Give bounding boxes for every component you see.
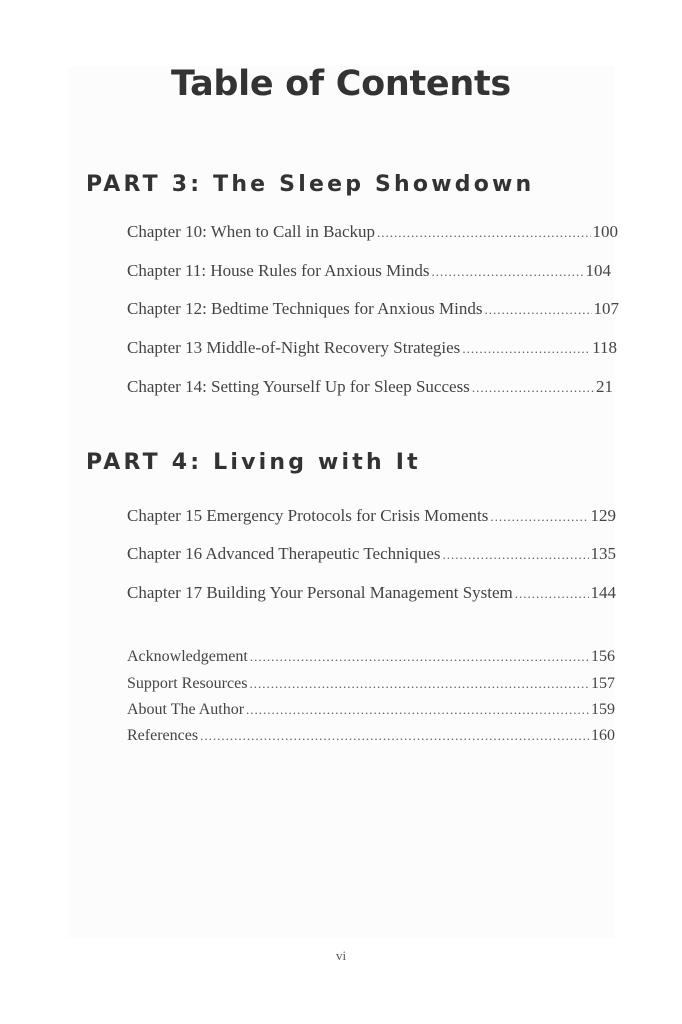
dot-leader [443,547,589,563]
toc-entry-page-number: 118 [592,338,617,357]
toc-entry-page-number: 159 [591,701,615,718]
toc-entry-page-number: 104 [585,261,611,280]
toc-entry-page-number: 21 [596,377,613,396]
toc-entry-label: Chapter 15 Emergency Protocols for Crisis Moments [127,506,489,525]
toc-entry-page-number: 144 [590,583,616,602]
dot-leader [200,728,589,744]
toc-entry-chapter-15[interactable] [127,506,616,526]
toc-entry-label: Chapter 12: Bedtime Techniques for Anxious Minds [127,299,483,318]
footer-page-number: vi [335,948,347,963]
toc-entry-page-number: 100 [592,222,618,241]
dot-leader [484,302,591,318]
toc-entry-label: Support Resources [127,675,248,692]
toc-entry-label: References [127,727,199,744]
part-3-heading: PART 3: The Sleep Showdown [86,172,535,197]
dot-leader [472,380,594,396]
dot-leader [490,509,588,525]
toc-entry-chapter-14[interactable] [127,377,613,397]
toc-entry-label: Chapter 16 Advanced Therapeutic Techniques [127,544,441,563]
toc-entry-label: Acknowledgement [127,648,248,665]
toc-entry-acknowledgement[interactable] [127,648,615,666]
toc-entry-support-resources[interactable] [127,675,615,693]
toc-entry-chapter-12[interactable] [127,299,619,319]
toc-entry-chapter-11[interactable] [127,261,611,281]
toc-entry-page-number: 135 [590,544,616,563]
toc-entry-chapter-16[interactable] [127,544,616,564]
dot-leader [249,676,589,692]
toc-entry-page-number: 107 [593,299,619,318]
toc-entry-label: Chapter 13 Middle-of-Night Recovery Strategies [127,338,461,357]
toc-entry-page-number: 157 [591,675,615,692]
toc-entry-page-number: 156 [591,648,615,665]
part-4-heading: PART 4: Living with It [86,450,421,475]
toc-entry-page-number: 129 [590,506,616,525]
page-title: Table of Contents [171,64,511,104]
toc-entry-about-the-author[interactable] [127,701,615,719]
toc-entry-chapter-10[interactable] [127,222,618,242]
toc-entry-page-number: 160 [591,727,615,744]
toc-entry-chapter-13[interactable] [127,338,617,358]
toc-entry-label: Chapter 10: When to Call in Backup [127,222,376,241]
toc-entry-label: Chapter 17 Building Your Personal Management System [127,583,513,602]
toc-entry-label: Chapter 11: House Rules for Anxious Minds [127,261,430,280]
dot-leader [377,225,590,241]
dot-leader [515,586,589,602]
dot-leader [246,702,589,718]
toc-entry-chapter-17[interactable] [127,583,616,603]
dot-leader [432,264,584,280]
toc-entry-references[interactable] [127,727,615,745]
dot-leader [462,341,590,357]
toc-entry-label: Chapter 14: Setting Yourself Up for Sleep Success [127,377,470,396]
toc-entry-label: About The Author [127,701,245,718]
dot-leader [250,649,589,665]
